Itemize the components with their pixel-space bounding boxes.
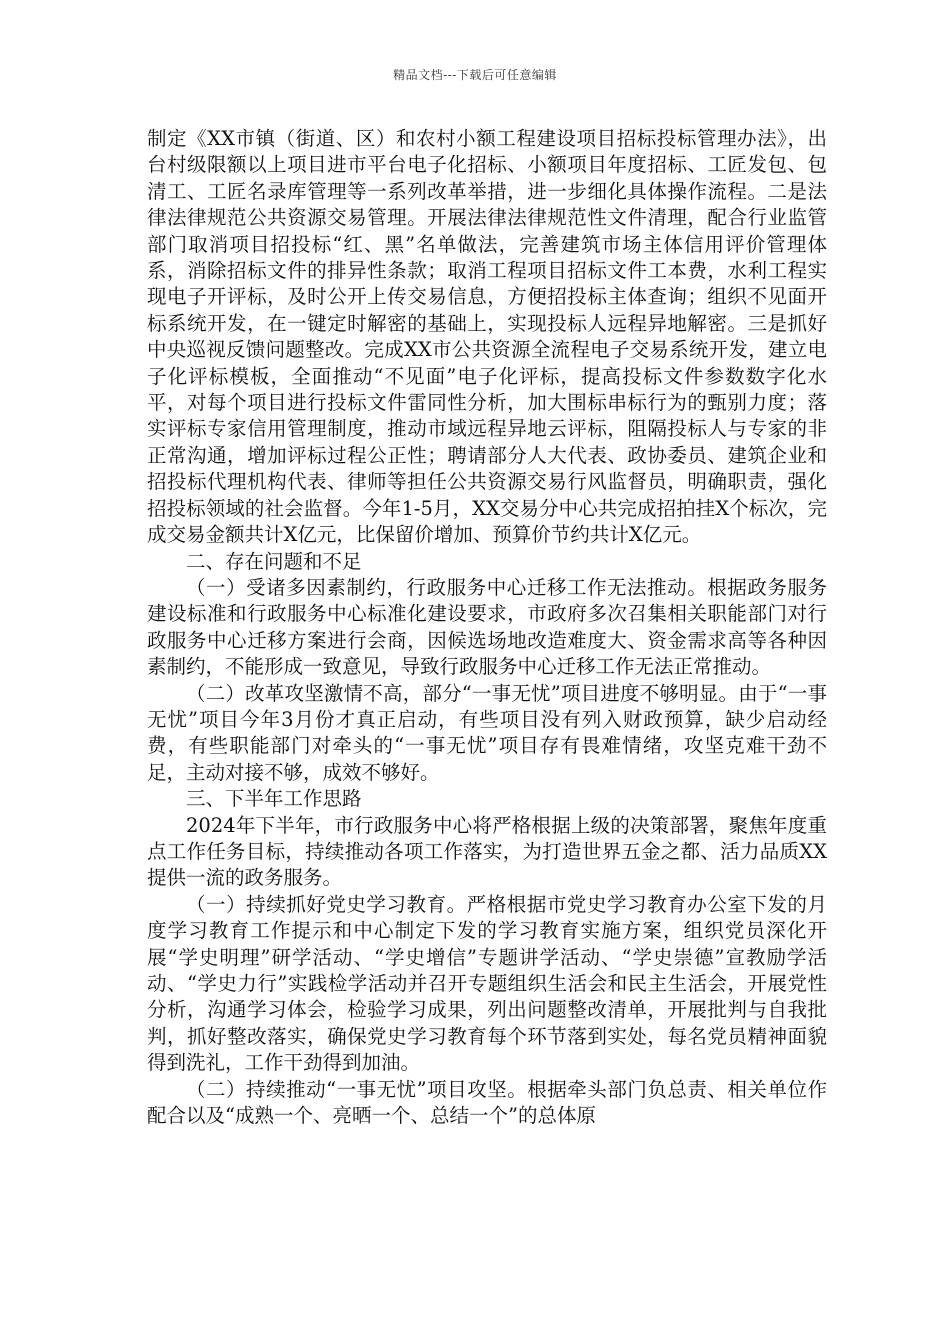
paragraph-plan-intro: 2024年下半年，市行政服务中心将严格根据上级的决策部署，聚焦年度重点工作任务目标，持续推动各项工作落实，为打造世界五金之都、活力品质XX提供一流的政务服务。 [147, 813, 827, 890]
paragraph-problem-1: （一）受诸多因素制约，行政服务中心迁移工作无法推动。根据政务服务建设标准和行政服务中心标准化建设要求，市政府多次召集相关职能部门对行政服务中心迁移方案进行会商，因候选场地改造难度大、资金需求高等各种因素制约，不能形成一致意见，导致行政服务中心迁移工作无法正常推动。 [147, 575, 827, 679]
paragraph-problem-2: （二）改革攻坚激情不高，部分“一事无忧”项目进度不够明显。由于“一事无忧”项目今年3月份才真正启动，有些项目没有列入财政预算，缺少启动经费，有些职能部门对牵头的“一事无忧”项目存有畏难情绪，攻坚克难干劲不足，主动对接不够，成效不够好。 [147, 681, 827, 784]
paragraph-plan-1: （一）持续抓好党史学习教育。严格根据市党史学习教育办公室下发的月度学习教育工作提示和中心制定下发的学习教育实施方案，组织党员深化开展“学史明理”研学活动、“学史增信”专题讲学活动、“学史崇德”宣教励学活动、“学史力行”实践检学活动并召开专题组织生活会和民主生活会，开展党性分析，沟通学习体会，检验学习成果，列出问题整改清单，开展批判与自我批判，抓好整改落实，确保党史学习教育每个环节落到实处，每名党员精神面貌得到洗礼，工作干劲得到加油。 [147, 892, 827, 1075]
paragraph-procurement-reform: 制定《XX市镇（街道、区）和农村小额工程建设项目招标投标管理办法》，出台村级限额以上项目进市平台电子化招标、小额项目年度招标、工匠发包、包清工、工匠名录库管理等一系列改革举措，进一步细化具体操作流程。二是法律法律规范公共资源交易管理。开展法律法律规范性文件清理，配合行业监管部门取消项目招投标“红、黑”名单做法，完善建筑市场主体信用评价管理体系，消除招标文件的排异性条款；取消工程项目招标文件工本费，水利工程实现电子开评标，及时公开上传交易信息，方便招投标主体查询；组织不见面开标系统开发，在一键定时解密的基础上，实现投标人远程异地解密。三是抓好中央巡视反馈问题整改。完成XX市公共资源全流程电子交易系统开发，建立电子化评标模板，全面推动“不见面”电子化评标，提高投标文件参数数字化水平，对每个项目进行投标文件雷同性分析，加大围标串标行为的甄别力度；落实评标专家信用管理制度，推动市域远程异地云评标，阻隔投标人与专家的非正常沟通，增加评标过程公正性；聘请部分人大代表、政协委员、建筑企业和招投标代理机构代表、律师等担任公共资源交易行风监督员，明确职责，强化招投标领域的社会监督。今年1-5月，XX交易分中心共完成招拍挂X个标次，完成交易金额共计X亿元，比保留价增加、预算价节约共计X亿元。 [147, 127, 827, 547]
paragraph-plan-2: （二）持续推动“一事无忧”项目攻坚。根据牵头部门负总责、相关单位作配合以及“成熟一个、亮晒一个、总结一个”的总体原 [147, 1077, 827, 1128]
section-heading-plan: 三、下半年工作思路 [186, 787, 362, 811]
document-body [147, 126, 827, 1129]
page-header: 精品文档---下载后可任意编辑 [393, 68, 557, 82]
section-heading-problems: 二、存在问题和不足 [186, 549, 362, 573]
